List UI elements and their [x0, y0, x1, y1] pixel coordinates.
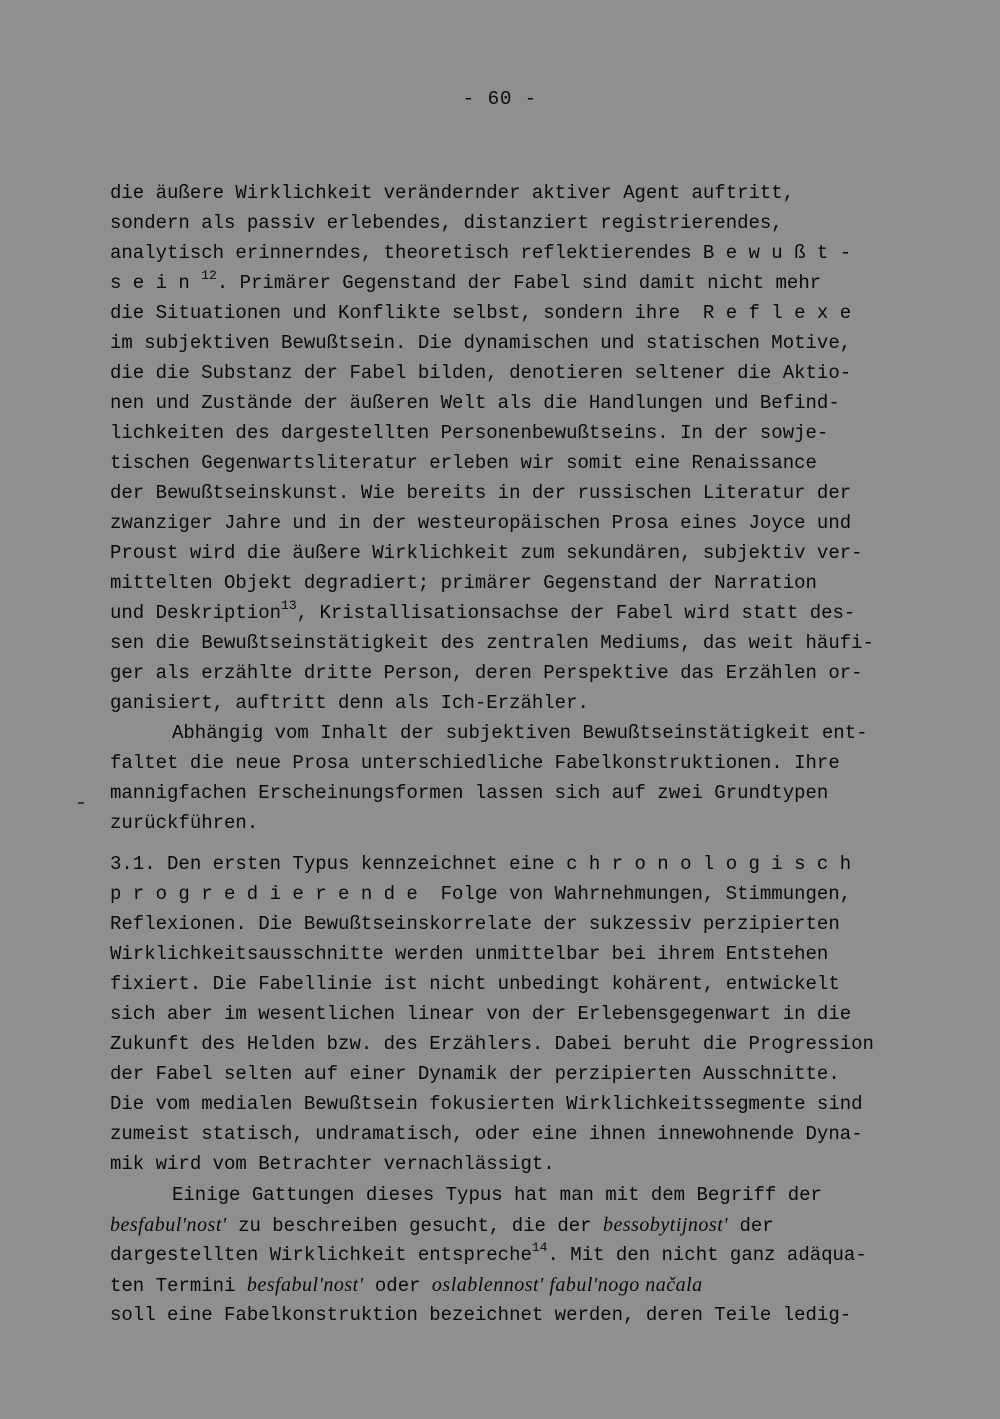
text-line: dargestellten Wirklichkeit entspreche$^{14}$. Mit den nicht ganz adäqua- — [110, 1240, 867, 1266]
text-line: Die vom medialen Bewußtsein fokusierten Wirklichkeitssegmente sind — [110, 1093, 863, 1115]
spaced-emphasis: sein — [110, 272, 202, 294]
text-line: ger als erzählte dritte Person, deren Perspektive das Erzählen or- — [110, 662, 863, 684]
text-line: sich aber im wesentlichen linear von der Erlebensgegenwart in die — [110, 1003, 852, 1025]
text-line: mik wird vom Betrachter vernachlässigt. — [110, 1153, 555, 1175]
spaced-emphasis: chronologisch — [566, 853, 863, 875]
text-line: tischen Gegenwartsliteratur erleben wir somit eine Renaissance — [110, 452, 817, 474]
text-line: nen und Zustände der äußeren Welt als die Handlungen und Befind- — [110, 392, 840, 414]
italic-term: bessobytijnost' — [602, 1214, 729, 1236]
text-line: Wirklichkeitsausschnitte werden unmittelbar bei ihrem Entstehen — [110, 943, 829, 965]
page-number: - 60 - — [462, 88, 538, 110]
italic-term: besfabul'nost' — [110, 1214, 227, 1236]
text-line: die äußere Wirklichkeit verändernder aktiver Agent auftritt, — [110, 182, 795, 204]
text-line: die Situationen und Konflikte selbst, sondern ihre Reflexe — [110, 302, 863, 324]
text-line: im subjektiven Bewußtsein. Die dynamischen und statischen Motive, — [110, 332, 852, 354]
scan-speck — [78, 802, 84, 804]
text-line: Abhängig vom Inhalt der subjektiven Bewußtseinstätigkeit ent- — [172, 722, 868, 744]
text-line: Reflexionen. Die Bewußtseinskorrelate der sukzessiv perzipierten — [110, 913, 840, 935]
text-line: zumeist statisch, undramatisch, oder eine ihnen innewohnende Dyna- — [110, 1123, 863, 1145]
text-line: besfabul'nost' zu beschreiben gesucht, die der bessobytijnost' der — [110, 1214, 774, 1237]
text-line: sein$^{12}$. Primärer Gegenstand der Fabel sind damit nicht mehr — [110, 268, 822, 294]
text-line: ten Termini besfabul'nost' oder oslablennost' fabul'nogo načala — [110, 1274, 703, 1297]
text-line: ganisiert, auftritt denn als Ich-Erzähler. — [110, 692, 589, 714]
text-line: faltet die neue Prosa unterschiedliche Fabelkonstruktionen. Ihre — [110, 752, 840, 774]
text-line: fixiert. Die Fabellinie ist nicht unbedingt kohärent, entwickelt — [110, 973, 840, 995]
text-line: mannigfachen Erscheinungsformen lassen sich auf zwei Grundtypen — [110, 782, 829, 804]
spaced-emphasis: progredierende — [110, 883, 430, 905]
text-line: der Bewußtseinskunst. Wie bereits in der russischen Literatur der — [110, 482, 852, 504]
text-line: zwanziger Jahre und in der westeuropäischen Prosa eines Joyce und — [110, 512, 852, 534]
footnote-marker: 13 — [281, 598, 297, 613]
text-line: und Deskription$^{13}$, Kristallisationsachse der Fabel wird statt des- — [110, 598, 856, 624]
text-line: Proust wird die äußere Wirklichkeit zum sekundären, subjektiv ver- — [110, 542, 863, 564]
footnote-marker: 14 — [531, 1240, 548, 1255]
italic-term: besfabul'nost' — [246, 1274, 364, 1296]
italic-term: oslablennost' fabul'nogo načala — [431, 1274, 703, 1296]
text-line: Zukunft des Helden bzw. des Erzählers. Dabei beruht die Progression — [110, 1033, 874, 1055]
spaced-emphasis: Reflexe — [702, 302, 863, 324]
text-line: sondern als passiv erlebendes, distanziert registrierendes, — [110, 212, 783, 234]
footnote-marker: 12 — [201, 268, 217, 283]
text-line: der Fabel selten auf einer Dynamik der perzipierten Ausschnitte. — [110, 1063, 840, 1085]
text-line: die die Substanz der Fabel bilden, denotieren seltener die Aktio- — [110, 362, 852, 384]
text-line: 3.1. Den ersten Typus kennzeichnet eine chronologisch — [110, 853, 863, 875]
text-line: sen die Bewußtseinstätigkeit des zentralen Mediums, das weit häufi- — [110, 632, 874, 654]
text-line: mittelten Objekt degradiert; primärer Gegenstand der Narration — [110, 572, 817, 594]
text-line: soll eine Fabelkonstruktion bezeichnet werden, deren Teile ledig- — [110, 1304, 852, 1326]
text-line: Einige Gattungen dieses Typus hat man mit dem Begriff der — [172, 1184, 822, 1206]
spaced-emphasis: Bewußt- — [702, 242, 863, 264]
text-line: zurückführen. — [110, 812, 259, 834]
text-line: progredierende Folge von Wahrnehmungen, Stimmungen, — [110, 883, 852, 905]
text-line: analytisch erinnerndes, theoretisch reflektierendes Bewußt- — [110, 242, 863, 264]
text-line: lichkeiten des dargestellten Personenbewußtseins. In der sowje- — [110, 422, 829, 444]
